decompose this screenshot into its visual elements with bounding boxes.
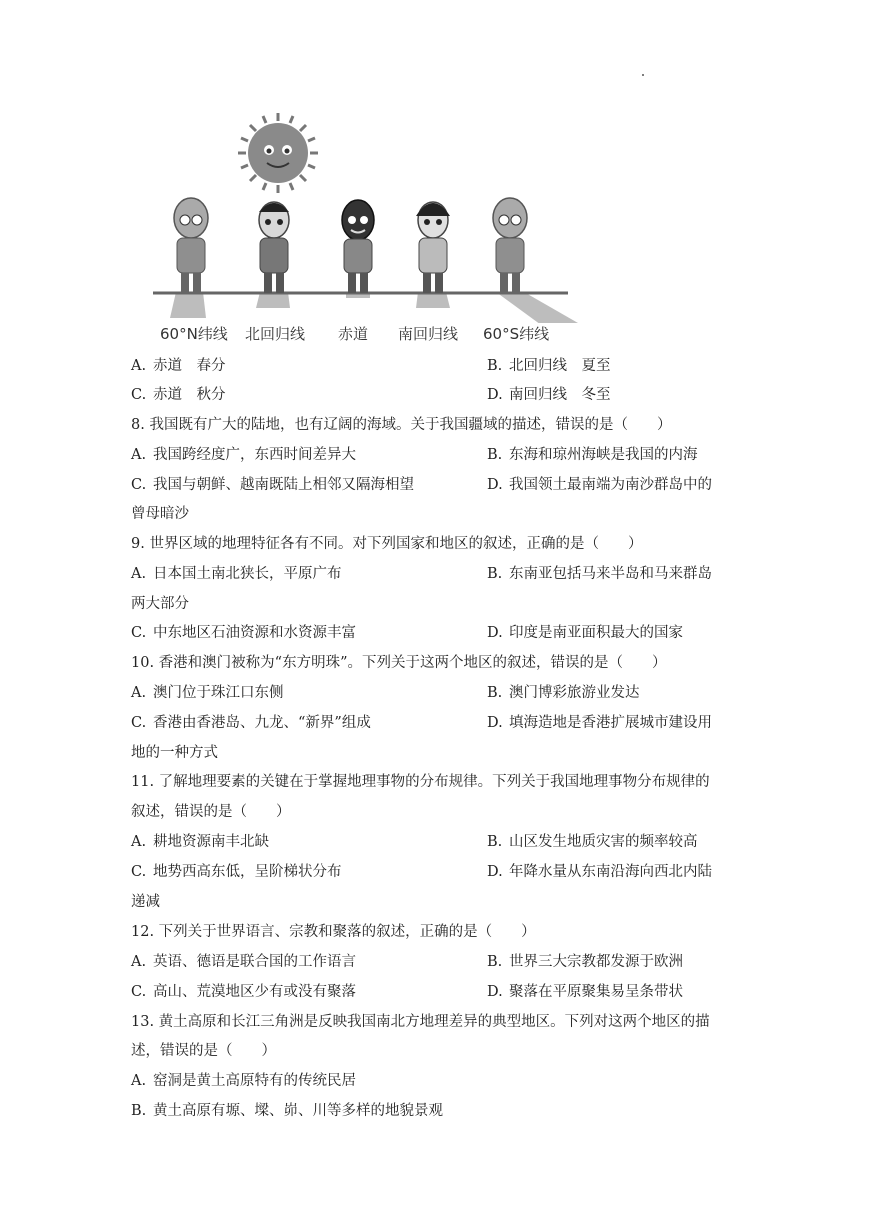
- q12-option-a: A. 英语、德语是联合国的工作语言: [131, 954, 356, 970]
- q9-stem: 9. 世界区域的地理特征各有不同。对下列国家和地区的叙述，正确的是（ ）: [131, 536, 643, 552]
- q8-option-a: A. 我国跨经度广，东西时间差异大: [131, 447, 356, 463]
- q11-option-b: B. 山区发生地质灾害的频率较高: [487, 834, 698, 850]
- q13-stem-line2: 述，错误的是（ ）: [131, 1043, 276, 1059]
- q12-option-d: D. 聚落在平原聚集易呈条带状: [487, 984, 683, 1000]
- label-tropic-capricorn: 南回归线: [398, 325, 459, 343]
- q11-option-a: A. 耕地资源南丰北缺: [131, 834, 269, 850]
- q13-option-b: B. 黄土高原有塬、墚、峁、川等多样的地貌景观: [131, 1103, 443, 1119]
- q7-option-d: D. 南回归线 冬至: [487, 387, 611, 403]
- sun-shadow-figure: [148, 108, 578, 348]
- q9-option-b: B. 东南亚包括马来半岛和马来群岛: [487, 566, 712, 582]
- person-tropic-capricorn: [416, 202, 450, 293]
- q9-option-c: C. 中东地区石油资源和水资源丰富: [131, 625, 356, 641]
- q8-option-b: B. 东海和琼州海峡是我国的内海: [487, 447, 698, 463]
- q9-option-b-wrap: 两大部分: [131, 596, 189, 612]
- q10-option-d: D. 填海造地是香港扩展城市建设用: [487, 715, 712, 731]
- stray-dot: [642, 74, 644, 76]
- shadows: [170, 292, 578, 323]
- q9-option-a: A. 日本国土南北狭长，平原广布: [131, 566, 342, 582]
- q8-option-c: C. 我国与朝鲜、越南既陆上相邻又隔海相望: [131, 477, 414, 493]
- figure-labels: [148, 323, 578, 347]
- q10-option-a: A. 澳门位于珠江口东侧: [131, 685, 284, 701]
- q9-option-d: D. 印度是南亚面积最大的国家: [487, 625, 683, 641]
- q8-option-d: D. 我国领土最南端为南沙群岛中的: [487, 477, 712, 493]
- q10-option-d-wrap: 地的一种方式: [131, 745, 218, 761]
- q7-option-a: A. 赤道 春分: [131, 358, 226, 374]
- q13-stem-line1: 13. 黄土高原和长江三角洲是反映我国南北方地理差异的典型地区。下列对这两个地区的描: [131, 1014, 710, 1030]
- label-tropic-cancer: 北回归线: [245, 325, 306, 343]
- q11-stem-line1: 11. 了解地理要素的关键在于掌握地理事物的分布规律。下列关于我国地理事物分布规律的: [131, 774, 710, 790]
- figure-illustration: [148, 108, 578, 323]
- q13-option-a: A. 窑洞是黄土高原特有的传统民居: [131, 1073, 356, 1089]
- q11-option-d-wrap: 递减: [131, 894, 160, 910]
- q11-option-d: D. 年降水量从东南沿海向西北内陆: [487, 864, 712, 880]
- q12-option-b: B. 世界三大宗教都发源于欧洲: [487, 954, 683, 970]
- label-60s: 60°S纬线: [483, 325, 550, 343]
- person-60s: [493, 198, 527, 293]
- q12-stem: 12. 下列关于世界语言、宗教和聚落的叙述，正确的是（ ）: [131, 924, 536, 940]
- q11-option-c: C. 地势西高东低，呈阶梯状分布: [131, 864, 342, 880]
- q10-option-b: B. 澳门博彩旅游业发达: [487, 685, 640, 701]
- q10-option-c: C. 香港由香港岛、九龙、“新界”组成: [131, 715, 371, 731]
- person-60n: [174, 198, 208, 293]
- q10-stem: 10. 香港和澳门被称为“东方明珠”。下列关于这两个地区的叙述，错误的是（ ）: [131, 655, 667, 671]
- label-60n: 60°N纬线: [160, 325, 228, 343]
- q8-stem: 8. 我国既有广大的陆地，也有辽阔的海域。关于我国疆域的描述，错误的是（ ）: [131, 417, 672, 433]
- q7-option-b: B. 北回归线 夏至: [487, 358, 611, 374]
- q12-option-c: C. 高山、荒漠地区少有或没有聚落: [131, 984, 356, 1000]
- q8-option-d-wrap: 曾母暗沙: [131, 506, 189, 522]
- q11-stem-line2: 叙述，错误的是（ ）: [131, 804, 291, 820]
- person-tropic-cancer: [259, 202, 289, 293]
- label-equator: 赤道: [338, 325, 369, 343]
- q7-option-c: C. 赤道 秋分: [131, 387, 226, 403]
- person-equator: [342, 200, 374, 293]
- sun-icon: [238, 113, 318, 193]
